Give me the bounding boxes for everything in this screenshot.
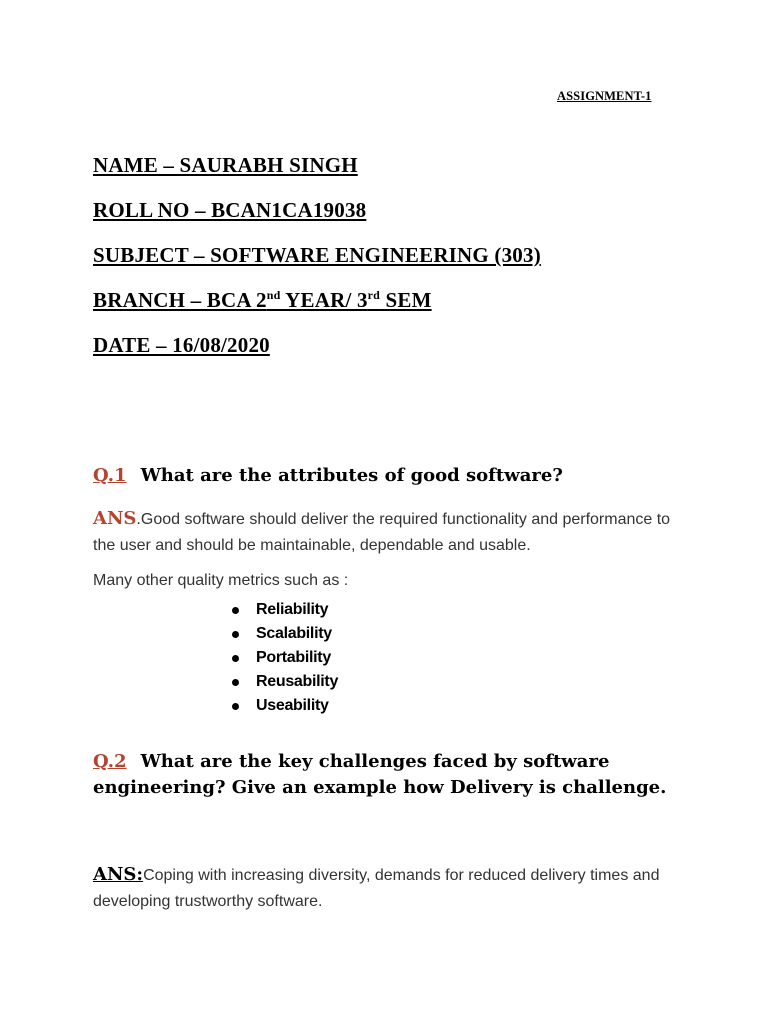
question-1-number: Q.1 [93,465,127,486]
answer-1-label: ANS [93,508,137,529]
bullet-icon [232,703,239,710]
answer-1 [93,506,693,559]
question-2 [93,749,693,801]
question-2-text: What are the key challenges faced by software engineering? Give an example how Delivery is challenge. [93,751,667,798]
student-name: NAME – SAURABH SINGH [93,153,358,177]
branch-suffix: SEM [380,288,432,312]
list-item: Reliability [232,598,338,622]
answer-1-text: .Good software should deliver the required functionality and performance to the user and should be maintainable, dependable and usable. [93,511,671,554]
bullet-icon [232,607,239,614]
branch-sup-2: rd [367,288,381,302]
question-1 [93,463,693,489]
roll-number: ROLL NO – BCAN1CA19038 [93,198,367,222]
assignment-heading: ASSIGNMENT-1 [557,89,652,103]
answer-2-text: Coping with increasing diversity, demands for reduced delivery times and developing trustworthy software. [93,867,660,910]
subject: SUBJECT – SOFTWARE ENGINEERING (303) [93,243,541,267]
branch-mid: YEAR/ 3 [280,288,368,312]
bullet-icon [232,631,239,638]
branch [93,288,432,313]
metrics-list [232,598,338,718]
question-2-number: Q.2 [93,751,127,772]
list-item: Portability [232,646,338,670]
list-item: Reusability [232,670,338,694]
branch-sup-1: nd [266,288,281,302]
question-1-text: What are the attributes of good software? [140,465,563,486]
bullet-icon [232,679,239,686]
answer-2-label: ANS: [93,864,144,885]
branch-prefix: BRANCH – BCA 2 [93,288,267,312]
date: DATE – 16/08/2020 [93,333,270,357]
metrics-intro: Many other quality metrics such as : [93,572,349,589]
bullet-icon [232,655,239,662]
list-item: Scalability [232,622,338,646]
list-item: Useability [232,694,338,718]
answer-2 [93,862,693,915]
